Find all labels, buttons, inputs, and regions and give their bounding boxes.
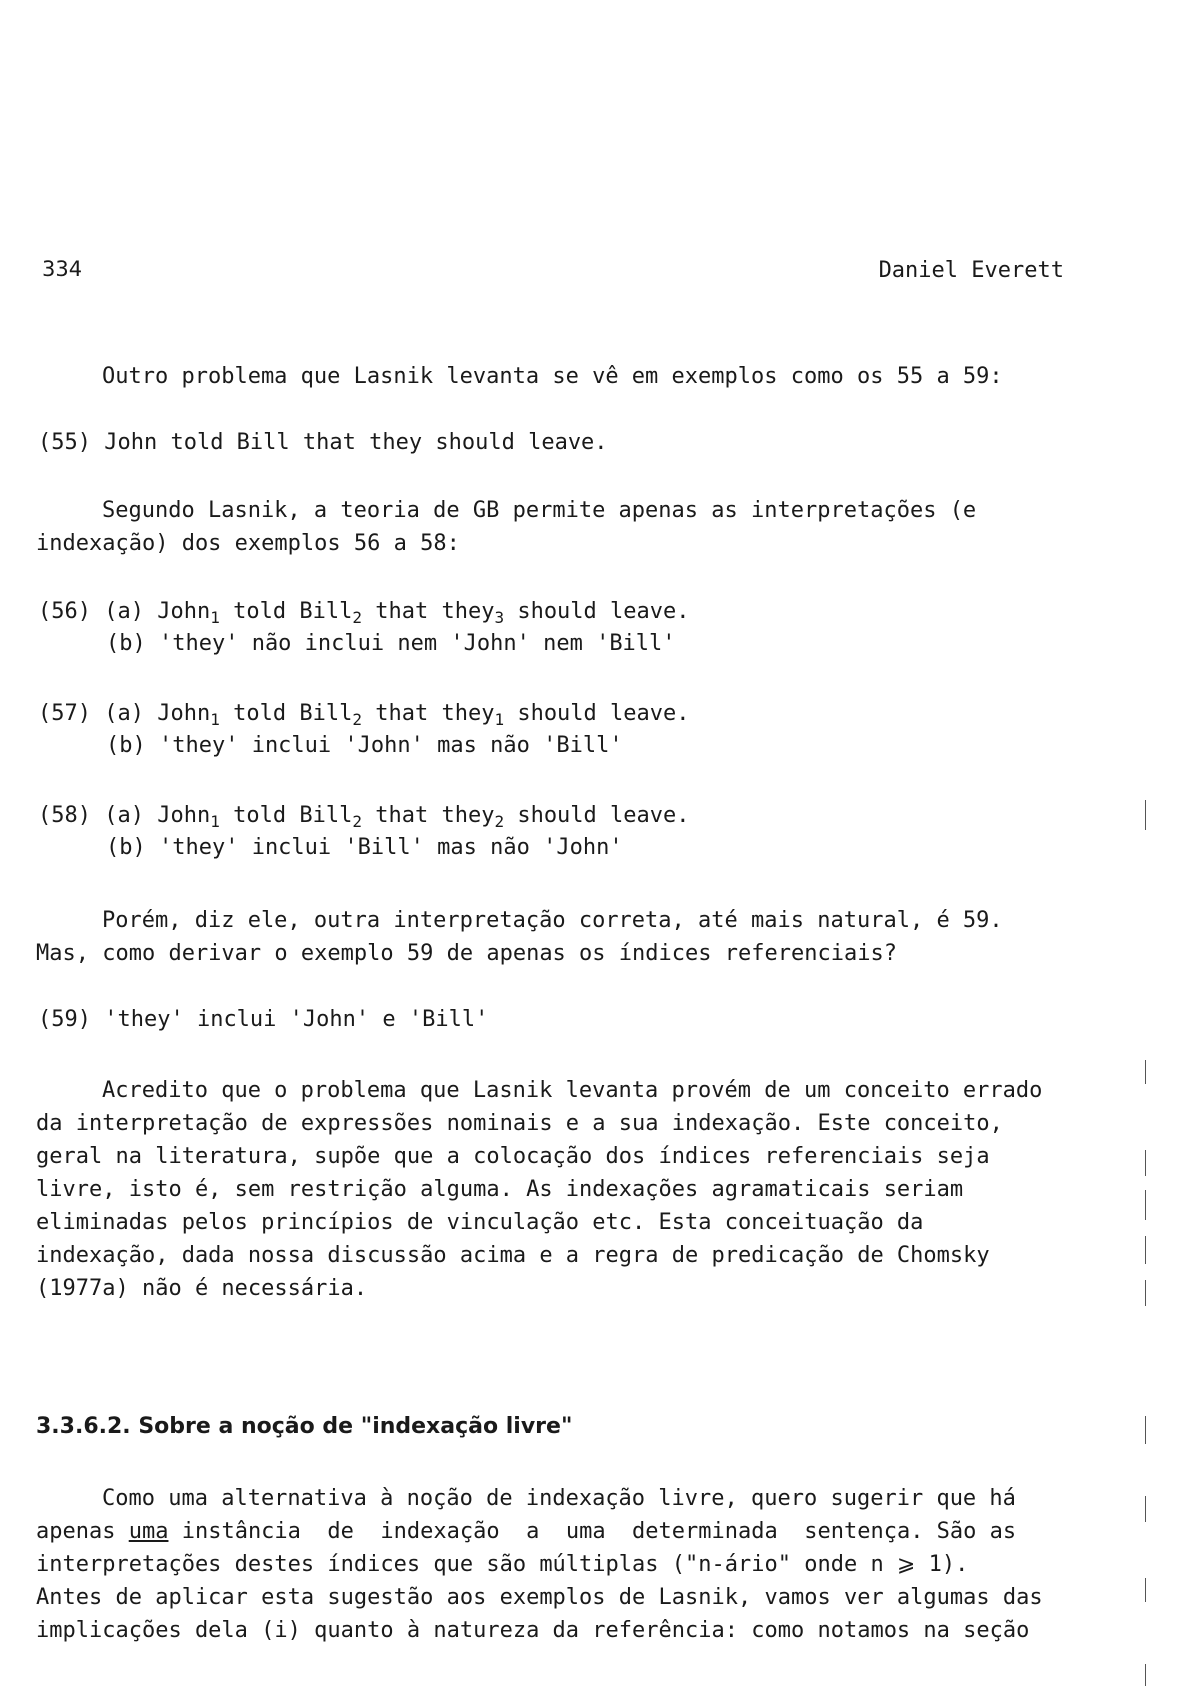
example-57: (57) (a) John$_1$ told Bill$_2$ that they$_1$ should leave. (b) 'they' inclui 'John' mas não 'Bill' bbox=[38, 701, 690, 758]
index-subscript: 2 bbox=[352, 812, 362, 831]
example-59 bbox=[38, 1004, 488, 1036]
margin-scan-mark bbox=[1145, 1236, 1146, 1264]
index-subscript: 1 bbox=[210, 608, 220, 627]
running-header-author: Daniel Everett bbox=[878, 258, 1064, 283]
margin-scan-mark bbox=[1145, 1496, 1146, 1522]
example-text: John told Bill that they should leave. bbox=[104, 430, 608, 455]
paragraph-porem: Porém, diz ele, outra interpretação correta, até mais natural, é 59. Mas, como derivar o exemplo 59 de apenas os índices referenciais? bbox=[36, 908, 1003, 966]
paragraph-intro: Outro problema que Lasnik levanta se vê em exemplos como os 55 a 59: bbox=[102, 364, 1003, 389]
example-number: (55) bbox=[38, 430, 91, 455]
margin-scan-mark bbox=[1145, 800, 1146, 830]
example-58: (58) (a) John$_1$ told Bill$_2$ that they$_2$ should leave. (b) 'they' inclui 'Bill' mas não 'John' bbox=[38, 803, 690, 860]
index-subscript: 2 bbox=[494, 812, 505, 831]
example-number: (59) bbox=[38, 1007, 91, 1032]
margin-scan-mark bbox=[1145, 1416, 1146, 1444]
margin-scan-mark bbox=[1145, 1578, 1146, 1602]
index-subscript: 3 bbox=[494, 608, 505, 627]
example-number: (57) bbox=[38, 701, 91, 726]
margin-scan-mark bbox=[1145, 1664, 1146, 1686]
paragraph-segundo: Segundo Lasnik, a teoria de GB permite apenas as interpretações (e indexação) dos exemplos 56 a 58: bbox=[36, 498, 977, 556]
index-subscript: 1 bbox=[210, 812, 220, 831]
section-heading: 3.3.6.2. Sobre a noção de "indexação livre" bbox=[36, 1414, 573, 1439]
example-number: (58) bbox=[38, 803, 91, 828]
margin-scan-mark bbox=[1145, 1150, 1146, 1176]
index-subscript: 2 bbox=[352, 710, 362, 729]
example-text: 'they' inclui 'John' e 'Bill' bbox=[104, 1007, 489, 1032]
index-subscript: 2 bbox=[352, 608, 362, 627]
margin-scan-mark bbox=[1145, 1190, 1146, 1220]
index-subscript: 1 bbox=[494, 710, 505, 729]
margin-scan-mark bbox=[1145, 1280, 1146, 1306]
example-55 bbox=[38, 427, 608, 459]
margin-scan-mark bbox=[1145, 1060, 1146, 1084]
example-number: (56) bbox=[38, 599, 91, 624]
paragraph-como: Como uma alternativa à noção de indexação livre, quero sugerir que há apenas uma instância de indexação a uma determinada sentença. São as interpretações destes índices que são múltiplas ("n-ário" onde n ⩾ 1). Antes de aplicar esta sugestão aos exemplos de Lasnik, vamos ver algumas das implicações dela (i) quanto à natureza da referência: como notamos na seção bbox=[36, 1486, 1043, 1643]
page-number: 334 bbox=[42, 257, 83, 281]
index-subscript: 1 bbox=[210, 710, 220, 729]
underlined-word: uma bbox=[128, 1519, 169, 1544]
paragraph-acredito: Acredito que o problema que Lasnik levanta provém de um conceito errado da interpretação de expressões nominais e a sua indexação. Este conceito, geral na literatura, supõe que a colocação dos índices referenciais seja livre, isto é, sem restrição alguma. As indexações agramaticais seriam eliminadas pelos princípios de vinculação etc. Esta conceituação da indexação, dada nossa discussão acima e a regra de predicação de Chomsky (1977a) não é necessária. bbox=[36, 1078, 1043, 1301]
example-56: (56) (a) John$_1$ told Bill$_2$ that they$_3$ should leave. (b) 'they' não inclui nem 'John' nem 'Bill' bbox=[38, 599, 690, 656]
